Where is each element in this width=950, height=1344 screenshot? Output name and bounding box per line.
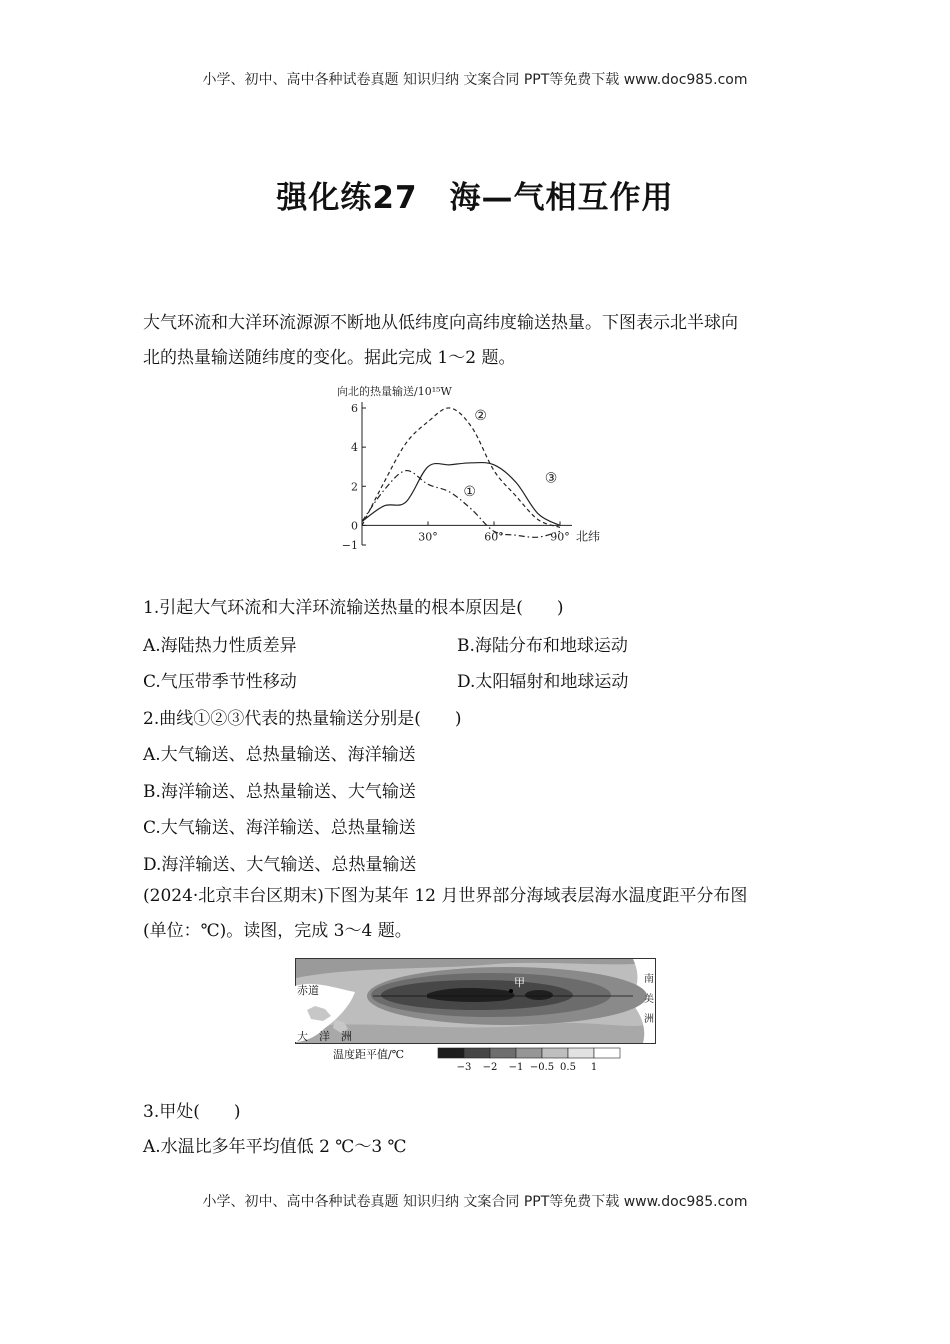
intro-2-line-2: (单位：℃)。读图，完成 3～4 题。 — [143, 921, 412, 941]
legend-ticks — [457, 1062, 598, 1073]
x-axis-label: 北纬 — [576, 529, 601, 544]
y-tick-label: −1 — [341, 539, 358, 552]
intro-1-line-1: 大气环流和大洋环流源源不断地从低纬度向高纬度输送热量。下图表示北半球向 — [143, 313, 738, 333]
y-tick-label: 0 — [351, 519, 358, 533]
intro-paragraph-2 — [143, 879, 813, 949]
legend-tick-label: −2 — [482, 1062, 498, 1073]
series-label-3: ③ — [544, 470, 558, 487]
intro-1-line-2: 北的热量输送随纬度的变化。据此完成 1～2 题。 — [143, 348, 516, 368]
legend-swatch — [464, 1048, 490, 1058]
legend-swatch — [490, 1048, 516, 1058]
legend-tick-label: −3 — [456, 1062, 472, 1073]
legend-swatch — [594, 1048, 620, 1058]
question-1-option-a[interactable]: A.海陆热力性质差异 — [143, 636, 297, 656]
south-america-label-1: 南 — [644, 974, 654, 985]
series-label-2: ② — [474, 407, 487, 424]
legend-tick-label: −0.5 — [529, 1062, 555, 1073]
question-2-option-c[interactable]: C.大气输送、海洋输送、总热量输送 — [143, 818, 416, 838]
legend-tick-label: 1 — [590, 1062, 598, 1073]
intro-paragraph-1 — [143, 306, 813, 376]
series-line-3 — [362, 463, 560, 526]
heat-transport-chart — [335, 380, 625, 552]
south-america-label-3: 洲 — [644, 1014, 654, 1025]
question-2-option-a[interactable]: A.大气输送、总热量输送、海洋输送 — [143, 745, 416, 765]
question-1-stem: 1.引起大气环流和大洋环流输送热量的根本原因是( ) — [143, 598, 564, 618]
point-jia-marker — [509, 989, 513, 993]
legend-title: 温度距平值/℃ — [333, 1048, 405, 1061]
legend-swatches — [438, 1048, 620, 1058]
question-3-option-a[interactable]: A.水温比多年平均值低 2 ℃～3 ℃ — [143, 1137, 407, 1157]
question-1-option-b[interactable]: B.海陆分布和地球运动 — [457, 636, 628, 656]
page-footer: 小学、初中、高中各种试卷真题 知识归纳 文案合同 PPT等免费下载 www.doc985.com — [202, 1194, 748, 1210]
page-header: 小学、初中、高中各种试卷真题 知识归纳 文案合同 PPT等免费下载 www.doc985.com — [202, 72, 748, 88]
legend-tick-label: 0.5 — [560, 1062, 576, 1073]
equator-label: 赤道 — [297, 984, 319, 997]
question-2-option-d[interactable]: D.海洋输送、大气输送、总热量输送 — [143, 855, 417, 875]
legend-swatch — [516, 1048, 542, 1058]
anomaly-zone-minus-3-east — [525, 990, 553, 1000]
legend-swatch — [438, 1048, 464, 1058]
legend-swatch — [542, 1048, 568, 1058]
oceania-label: 大 洋 洲 — [297, 1030, 352, 1043]
south-america-label-2: 美 — [644, 994, 654, 1005]
legend-swatch — [568, 1048, 594, 1058]
chart-labels — [337, 384, 600, 552]
point-jia-label: 甲 — [514, 976, 525, 989]
page-title: 强化练27 海—气相互作用 — [276, 180, 674, 216]
sst-anomaly-map — [295, 958, 657, 1074]
y-tick-label: 2 — [351, 480, 358, 494]
series-label-1: ① — [463, 484, 476, 501]
question-1-option-c[interactable]: C.气压带季节性移动 — [143, 672, 297, 692]
chart-axes — [362, 402, 572, 545]
question-2-option-b[interactable]: B.海洋输送、总热量输送、大气输送 — [143, 782, 416, 802]
chart-series — [362, 408, 560, 537]
question-3-stem: 3.甲处( ) — [143, 1102, 241, 1122]
x-tick-label: 30° — [418, 530, 438, 544]
legend-tick-label: −1 — [508, 1062, 524, 1073]
intro-2-line-1: (2024·北京丰台区期末)下图为某年 12 月世界部分海域表层海水温度距平分布图 — [143, 886, 748, 906]
series-line-2 — [362, 408, 560, 527]
x-tick-label: 90° — [550, 530, 570, 544]
y-axis-label: 向北的热量输送/10¹⁵W — [337, 385, 452, 398]
y-tick-label: 6 — [351, 402, 358, 415]
question-1-option-d[interactable]: D.太阳辐射和地球运动 — [457, 672, 629, 692]
question-2-stem: 2.曲线①②③代表的热量输送分别是( ) — [143, 709, 462, 729]
y-tick-label: 4 — [351, 441, 358, 455]
x-tick-label: 60° — [484, 530, 504, 544]
